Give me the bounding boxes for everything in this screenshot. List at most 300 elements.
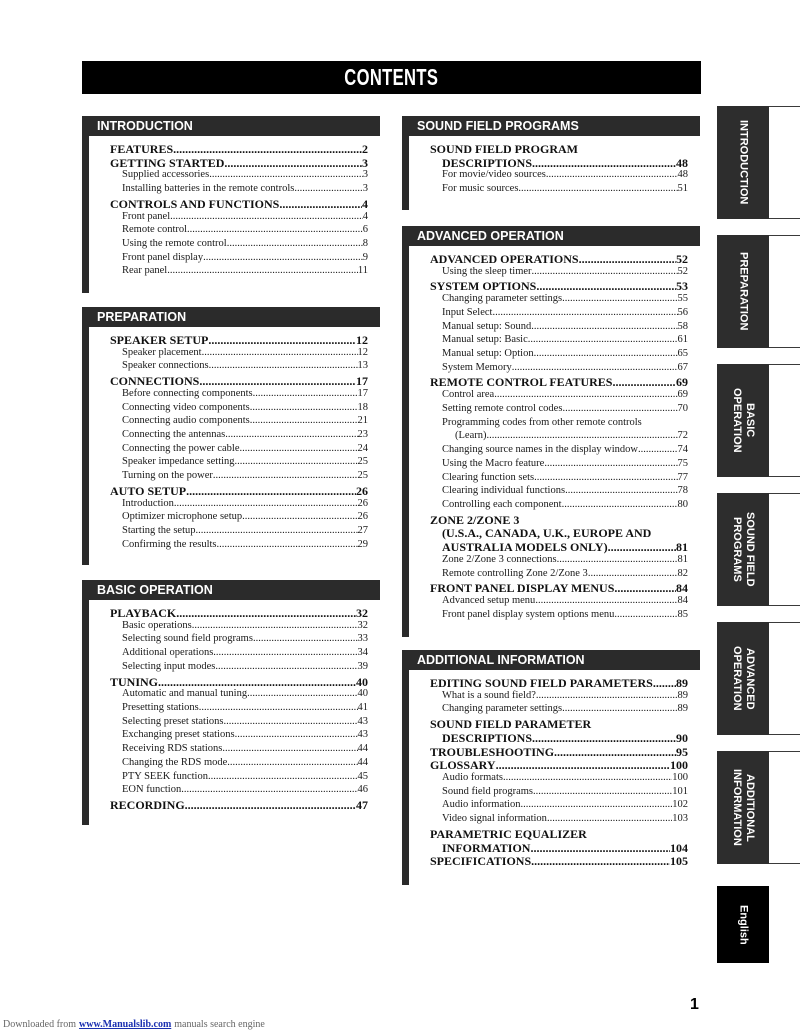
toc-entry-page: 84 — [676, 581, 688, 596]
dot-leader — [494, 389, 677, 403]
toc-entry-label: TUNING — [110, 674, 159, 689]
toc-entry[interactable] — [402, 417, 700, 431]
toc-entry-page: 41 — [357, 702, 368, 714]
toc-entry[interactable] — [82, 265, 380, 279]
toc-entry[interactable] — [82, 333, 380, 347]
dot-leader — [492, 307, 677, 321]
side-tab-additional-information — [717, 751, 800, 864]
toc-entry[interactable] — [402, 348, 700, 362]
toc-entry-label: Video signal information — [442, 813, 547, 825]
toc-entry-page: 77 — [677, 471, 688, 483]
toc-entry[interactable] — [402, 554, 700, 568]
toc-entry-label: Changing parameter settings — [442, 703, 563, 715]
dot-leader — [486, 430, 677, 444]
toc-entry[interactable] — [82, 347, 380, 361]
dot-leader — [534, 348, 678, 362]
side-tab-line: BASIC — [744, 403, 756, 438]
toc-entry-label: ZONE 2/ZONE 3 — [430, 512, 520, 527]
toc-entry-page: 101 — [672, 785, 688, 797]
side-tab-preparation — [717, 235, 800, 348]
dot-leader — [250, 402, 358, 416]
toc-entry-page: 65 — [677, 348, 688, 360]
toc-entry[interactable] — [82, 252, 380, 266]
side-tab-line: INTRODUCTION — [737, 120, 750, 205]
dot-leader — [235, 456, 358, 470]
toc-entry[interactable] — [402, 568, 700, 582]
toc-entry[interactable] — [82, 456, 380, 470]
toc-entry-page: 40 — [356, 674, 368, 689]
toc-entry[interactable] — [82, 238, 380, 252]
dot-leader — [213, 470, 358, 484]
toc-entry-page: 90 — [676, 730, 688, 745]
toc-entry[interactable] — [402, 362, 700, 376]
toc-entry[interactable] — [82, 402, 380, 416]
toc-entry-label: Remote control — [122, 224, 188, 236]
dot-leader — [253, 388, 358, 402]
toc-entry[interactable] — [402, 772, 700, 786]
toc-entry[interactable] — [402, 786, 700, 800]
toc-entry-page: 6 — [362, 224, 368, 236]
toc-entry-label: Connecting the power cable — [122, 442, 240, 454]
toc-entry-label: ADVANCED OPERATIONS — [430, 252, 579, 266]
toc-entry-page: 70 — [677, 402, 688, 414]
toc-entry-page: 2 — [362, 142, 368, 156]
toc-entry[interactable] — [82, 743, 380, 757]
dot-leader — [227, 757, 357, 771]
toc-entry-label: Confirming the results — [122, 538, 217, 550]
dot-leader — [496, 758, 670, 772]
side-tab-label — [737, 905, 750, 945]
toc-entry[interactable] — [402, 758, 700, 772]
toc-entry-page: 95 — [676, 744, 688, 759]
dot-leader — [546, 169, 678, 183]
toc-entry[interactable] — [402, 499, 700, 513]
toc-entry[interactable] — [82, 647, 380, 661]
dot-leader — [294, 183, 362, 197]
toc-entry[interactable] — [402, 485, 700, 499]
toc-entry[interactable] — [402, 334, 700, 348]
toc-entry-label: Audio information — [442, 799, 521, 811]
toc-entry-label: GLOSSARY — [430, 758, 496, 773]
toc-entry[interactable] — [82, 156, 380, 170]
dot-leader — [170, 211, 363, 225]
toc-entry[interactable] — [402, 169, 700, 183]
toc-entry-label: Programming codes from other remote controls — [442, 416, 642, 428]
side-tab-label — [730, 388, 756, 453]
toc-entry[interactable] — [402, 676, 700, 690]
toc-entry[interactable] — [82, 688, 380, 702]
dot-leader — [565, 485, 677, 499]
toc-entry-page: 12 — [357, 346, 368, 358]
toc-entry-page: 48 — [676, 155, 688, 170]
toc-entry[interactable] — [82, 771, 380, 785]
toc-entry-page: 25 — [357, 456, 368, 468]
toc-entry[interactable] — [82, 360, 380, 374]
toc-entry-label: GETTING STARTED — [110, 155, 225, 170]
dot-leader — [532, 156, 676, 170]
toc-entry-page: 69 — [676, 375, 688, 390]
toc-entry-label: Using the Macro feature — [442, 457, 545, 469]
toc-entry-page: 75 — [677, 457, 688, 469]
toc-entry-page: 12 — [356, 333, 368, 347]
toc-entry[interactable] — [82, 470, 380, 484]
dot-leader — [562, 499, 678, 513]
toc-entry[interactable] — [82, 388, 380, 402]
toc-entry-label: (U.S.A., CANADA, U.K., EUROPE AND — [442, 526, 652, 541]
toc-entry[interactable] — [402, 321, 700, 335]
toc-entry-label: AUTO SETUP — [110, 483, 187, 498]
toc-entry-page: 4 — [362, 196, 368, 211]
toc-entry[interactable] — [402, 156, 700, 170]
toc-entry-label: Front panel display — [122, 251, 204, 263]
toc-entry-page: 32 — [357, 619, 368, 631]
toc-entry-label: Manual setup: Option — [442, 348, 534, 360]
toc-entry[interactable] — [402, 595, 700, 609]
dot-leader — [512, 362, 678, 376]
toc-entry-label: What is a sound field? — [442, 689, 536, 701]
toc-entry-page: 25 — [357, 470, 368, 482]
toc-entry-page: 52 — [677, 265, 688, 277]
dot-leader — [209, 169, 363, 183]
toc-entry[interactable] — [82, 197, 380, 211]
side-tab-label — [730, 769, 756, 846]
toc-entry-page: 103 — [672, 813, 688, 825]
toc-entry-label: Selecting sound field programs — [122, 633, 253, 645]
toc-entry-label: SOUND FIELD PROGRAM — [430, 142, 579, 156]
toc-entry-label: For movie/video sources — [442, 169, 546, 181]
toc-entry-label: Installing batteries in the remote controls — [122, 183, 295, 195]
toc-entry[interactable] — [82, 757, 380, 771]
toc-entry[interactable] — [82, 633, 380, 647]
toc-entry[interactable] — [402, 854, 700, 868]
toc-entry-label: System Memory — [442, 361, 512, 373]
toc-entry-label: Advanced setup menu — [442, 594, 536, 606]
toc-entry[interactable] — [402, 444, 700, 458]
toc-entry-page: 3 — [362, 169, 368, 181]
toc-entry-page: 34 — [357, 647, 368, 659]
toc-entry[interactable] — [82, 498, 380, 512]
toc-entry-page: 52 — [676, 252, 688, 266]
dot-leader — [173, 142, 362, 156]
toc-entry-label: For music sources — [442, 183, 519, 195]
toc-entry-page: 81 — [676, 540, 688, 555]
dot-leader — [530, 841, 670, 855]
toc-entry[interactable] — [402, 841, 700, 855]
toc-entry-page: 33 — [357, 633, 368, 645]
toc-entry-label: Exchanging preset stations — [122, 729, 235, 741]
dot-leader — [588, 568, 678, 582]
toc-entry[interactable] — [82, 224, 380, 238]
toc-entry[interactable] — [82, 798, 380, 812]
toc-entry-label: Before connecting components — [122, 387, 253, 399]
toc-entry-label: Speaker connections — [122, 360, 209, 372]
toc-entry-label: Clearing individual functions — [442, 485, 566, 497]
side-tab-line: OPERATION — [731, 646, 743, 711]
toc-entry[interactable] — [402, 252, 700, 266]
toc-entry[interactable] — [82, 539, 380, 553]
toc-entry[interactable] — [82, 374, 380, 388]
dot-leader — [536, 279, 676, 293]
dot-leader — [547, 813, 672, 827]
side-tab-line: English — [737, 904, 750, 945]
toc-entry[interactable] — [82, 211, 380, 225]
toc-entry-label: Setting remote control codes — [442, 402, 563, 414]
toc-entry[interactable] — [82, 620, 380, 634]
toc-entry-label: Selecting preset stations — [122, 715, 224, 727]
toc-entry-label: Using the sleep timer — [442, 265, 532, 277]
toc-entry-label: Introduction — [122, 497, 174, 509]
section-additional-information — [402, 650, 700, 885]
side-tab-line: PROGRAMS — [731, 517, 743, 582]
dot-leader — [503, 772, 672, 786]
toc-entry[interactable] — [82, 702, 380, 716]
toc-entry-label: Rear panel — [122, 265, 168, 277]
dot-leader — [544, 458, 677, 472]
toc-entry[interactable] — [82, 525, 380, 539]
toc-entry-label: CONTROLS AND FUNCTIONS — [110, 196, 280, 211]
toc-entry-label: Clearing function sets — [442, 471, 535, 483]
side-tab-block — [717, 106, 769, 219]
toc-entry-label: PLAYBACK — [110, 606, 177, 620]
toc-entry-label: Remote controlling Zone 2/Zone 3 — [442, 567, 588, 579]
dot-leader — [199, 702, 358, 716]
toc-entry[interactable] — [402, 690, 700, 704]
dot-leader — [227, 238, 363, 252]
toc-entry[interactable] — [402, 307, 700, 321]
toc-entry-page: 4 — [362, 210, 368, 222]
section-header: SOUND FIELD PROGRAMS — [402, 116, 700, 136]
section-header: ADDITIONAL INFORMATION — [402, 650, 700, 670]
toc-entry-page: 24 — [357, 442, 368, 454]
toc-entry[interactable] — [402, 472, 700, 486]
toc-entry-label: Sound field programs — [442, 785, 533, 797]
toc-entry[interactable] — [402, 526, 700, 540]
toc-entry[interactable] — [402, 293, 700, 307]
side-tab-introduction — [717, 106, 800, 219]
toc-entry[interactable] — [402, 430, 700, 444]
toc-entry-label: Front panel — [122, 210, 171, 222]
toc-entry-page: 44 — [357, 756, 368, 768]
toc-entry[interactable] — [82, 429, 380, 443]
toc-entry-page: 102 — [672, 799, 688, 811]
dot-leader — [242, 511, 357, 525]
section-basic-operation — [82, 580, 380, 825]
toc-entry-page: 11 — [357, 265, 368, 277]
toc-entry-page: 105 — [670, 854, 688, 869]
dot-leader — [535, 595, 677, 609]
dot-leader — [235, 729, 358, 743]
dot-leader — [222, 743, 357, 757]
toc-entry[interactable] — [82, 142, 380, 156]
toc-entry-label: Additional operations — [122, 647, 214, 659]
toc-entry[interactable] — [402, 389, 700, 403]
toc-entry[interactable] — [402, 813, 700, 827]
toc-list — [402, 670, 700, 868]
toc-entry-page: 89 — [677, 703, 688, 715]
toc-entry-page: 17 — [356, 374, 368, 389]
toc-entry-page: 100 — [670, 758, 688, 773]
toc-entry-page: 56 — [677, 306, 688, 318]
footer-suffix: manuals search engine — [174, 1019, 265, 1030]
side-tab-label — [737, 120, 750, 204]
contents-title-bar — [82, 61, 701, 94]
toc-entry-page: 26 — [357, 497, 368, 509]
toc-entry[interactable] — [402, 745, 700, 759]
dot-leader — [192, 620, 358, 634]
toc-entry[interactable] — [82, 661, 380, 675]
toc-entry-label: Speaker impedance setting — [122, 456, 235, 468]
toc-entry[interactable] — [402, 183, 700, 197]
dot-leader — [186, 484, 356, 498]
toc-entry[interactable] — [82, 511, 380, 525]
toc-entry-label: REMOTE CONTROL FEATURES — [430, 375, 613, 390]
dot-leader — [176, 606, 356, 620]
toc-entry-label: EON function — [122, 784, 182, 796]
toc-entry-label: Connecting the antennas — [122, 429, 226, 441]
dot-leader — [532, 266, 678, 280]
toc-entry[interactable] — [402, 703, 700, 717]
toc-entry[interactable] — [82, 675, 380, 689]
toc-entry[interactable] — [402, 266, 700, 280]
section-advanced-operation — [402, 226, 700, 637]
dot-leader — [250, 415, 358, 429]
toc-entry-page: 89 — [677, 689, 688, 701]
toc-entry-label: Input Select — [442, 306, 493, 318]
toc-entry[interactable] — [402, 279, 700, 293]
toc-entry[interactable] — [402, 717, 700, 731]
dot-leader — [209, 360, 358, 374]
toc-entry[interactable] — [402, 731, 700, 745]
dot-leader — [653, 676, 676, 690]
dot-leader — [203, 252, 363, 266]
toc-entry[interactable] — [82, 443, 380, 457]
section-header: PREPARATION — [82, 307, 380, 327]
toc-entry[interactable] — [402, 403, 700, 417]
footer-prefix: Downloaded from — [3, 1019, 77, 1030]
toc-entry[interactable] — [402, 581, 700, 595]
dot-leader — [532, 731, 676, 745]
toc-entry[interactable] — [82, 729, 380, 743]
toc-entry-label: DESCRIPTIONS — [442, 155, 533, 170]
toc-entry[interactable] — [82, 169, 380, 183]
toc-entry-page: 48 — [677, 169, 688, 181]
dot-leader — [167, 265, 358, 279]
side-tab-advanced-operation — [717, 622, 800, 735]
toc-entry-label: Optimizer microphone setup — [122, 511, 243, 523]
toc-entry-label: Connecting video components — [122, 401, 250, 413]
toc-entry[interactable] — [402, 540, 700, 554]
toc-entry[interactable] — [402, 375, 700, 389]
dot-leader — [520, 799, 672, 813]
toc-entry[interactable] — [402, 513, 700, 527]
toc-entry[interactable] — [82, 784, 380, 798]
toc-entry-page: 84 — [677, 594, 688, 606]
toc-entry-page: 8 — [362, 238, 368, 250]
side-tab-label — [730, 512, 756, 587]
toc-entry-page: 17 — [357, 387, 368, 399]
side-tab-block — [717, 235, 769, 348]
toc-entry-page: 9 — [362, 251, 368, 263]
toc-entry-page: 39 — [357, 660, 368, 672]
toc-entry-label: FEATURES — [110, 142, 174, 156]
toc-entry-page: 29 — [357, 538, 368, 550]
side-tab-block — [717, 493, 769, 606]
section-header: ADVANCED OPERATION — [402, 226, 700, 246]
toc-entry-label: INFORMATION — [442, 840, 531, 855]
toc-entry-label: SYSTEM OPTIONS — [430, 279, 537, 294]
toc-entry-label: Using the remote control — [122, 238, 227, 250]
toc-entry-page: 26 — [357, 511, 368, 523]
dot-leader — [562, 703, 677, 717]
section-introduction — [82, 116, 380, 293]
toc-entry[interactable] — [402, 827, 700, 841]
toc-entry-label: Manual setup: Sound — [442, 320, 532, 332]
section-header: INTRODUCTION — [82, 116, 380, 136]
side-tab-label — [737, 252, 750, 330]
dot-leader — [528, 334, 678, 348]
toc-entry-page: 61 — [677, 334, 688, 346]
toc-entry-page: 51 — [677, 183, 688, 195]
toc-entry-label: Manual setup: Basic — [442, 334, 528, 346]
toc-entry-page: 80 — [677, 498, 688, 510]
toc-entry-label: SOUND FIELD PARAMETER — [430, 717, 592, 732]
toc-entry-page: 32 — [356, 606, 368, 620]
toc-entry-label: Speaker placement — [122, 346, 202, 358]
section-header: BASIC OPERATION — [82, 580, 380, 600]
toc-entry[interactable] — [82, 183, 380, 197]
toc-entry[interactable] — [402, 609, 700, 623]
page-number: 1 — [690, 996, 699, 1013]
toc-entry-page: 81 — [677, 553, 688, 565]
dot-leader — [614, 609, 677, 623]
toc-entry-page: 67 — [677, 361, 688, 373]
dot-leader — [531, 321, 677, 335]
toc-entry-page: 89 — [676, 676, 688, 690]
toc-entry[interactable] — [82, 606, 380, 620]
section-sound-field-programs — [402, 116, 700, 210]
dot-leader — [534, 472, 677, 486]
toc-entry-page: 43 — [357, 729, 368, 741]
dot-leader — [240, 443, 358, 457]
dot-leader — [612, 375, 676, 389]
toc-entry[interactable] — [82, 415, 380, 429]
toc-entry-label: Front panel display system options menu — [442, 608, 615, 620]
toc-list — [402, 246, 700, 622]
toc-entry[interactable] — [402, 799, 700, 813]
toc-entry-page: 58 — [677, 320, 688, 332]
toc-entry[interactable] — [402, 142, 700, 156]
toc-entry-label: Basic operations — [122, 619, 192, 631]
manualslib-link[interactable]: www.Manualslib.com — [79, 1019, 172, 1030]
side-tab-line: ADVANCED — [744, 647, 756, 710]
toc-entry-label: Supplied accessories — [122, 169, 210, 181]
toc-entry[interactable] — [82, 484, 380, 498]
toc-entry-page: 69 — [677, 389, 688, 401]
side-tab-block — [717, 364, 769, 477]
toc-entry-label: Controlling each component — [442, 498, 562, 510]
toc-entry-page: 82 — [677, 567, 688, 579]
dot-leader — [208, 771, 358, 785]
toc-entry-page: 26 — [356, 483, 368, 498]
dot-leader — [562, 403, 677, 417]
toc-entry-label: Zone 2/Zone 3 connections — [442, 553, 557, 565]
toc-list — [402, 136, 700, 197]
toc-entry[interactable] — [402, 458, 700, 472]
toc-entry-label: Changing source names in the display window — [442, 444, 638, 456]
toc-entry-page: 44 — [357, 743, 368, 755]
toc-entry[interactable] — [82, 716, 380, 730]
side-tab-label — [730, 646, 756, 711]
